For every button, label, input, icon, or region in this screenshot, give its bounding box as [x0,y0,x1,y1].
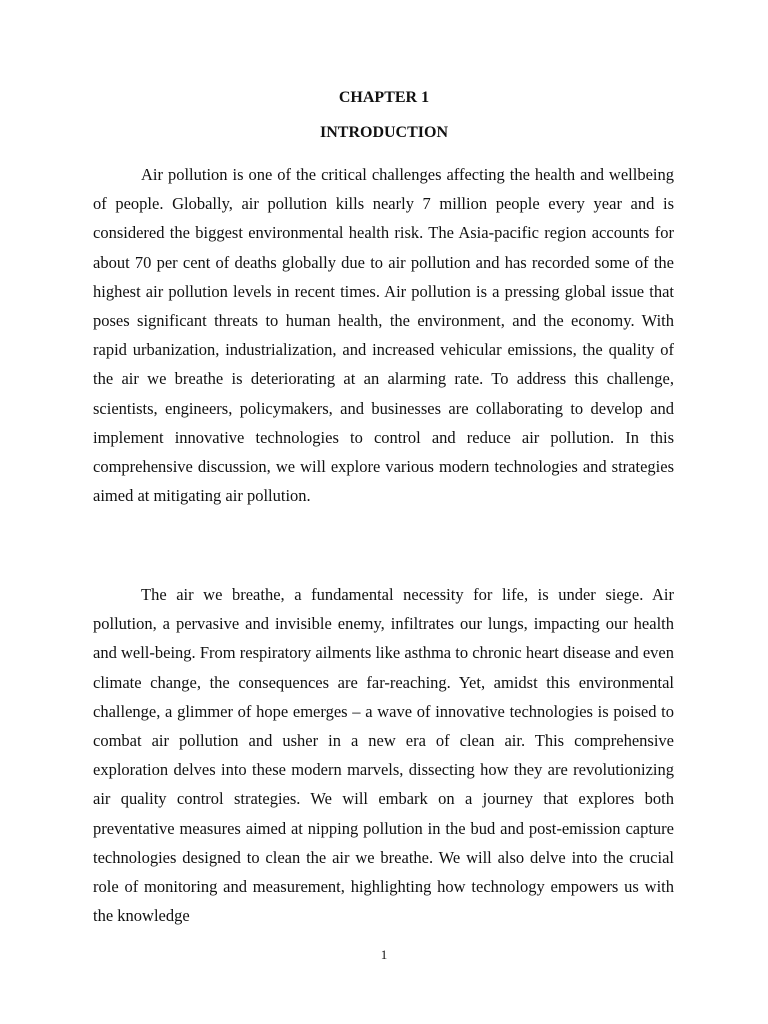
chapter-heading: CHAPTER 1 [338,89,430,106]
section-heading: INTRODUCTION [319,124,448,141]
paragraph-2: The air we breathe, a fundamental necessity for life, is under siege. Air pollution, a pervasive and invisible enemy, infiltrates our lungs, impacting our health and well-being. From respiratory ailments like asthma to chronic heart disease and even climate change, the consequences are far-reaching. Yet, amidst this environmental challenge, a glimmer of hope emerges – a wave of innovative technologies is poised to combat air pollution and usher in a new era of clean air. This comprehensive exploration delves into these modern marvels, dissecting how they are revolutionizing air quality control strategies. We will embark on a journey that explores both preventative measures aimed at nipping pollution in the bud and post-emission capture technologies designed to clean the air we breathe. We will also delve into the crucial role of monitoring and measurement, highlighting how technology empowers us with the knowledge [93,585,674,926]
page-number: 1 [380,947,388,962]
paragraph-1: Air pollution is one of the critical challenges affecting the health and wellbeing of people. Globally, air pollution kills nearly 7 million people every year and is considered the biggest environmental health risk. The Asia-pacific region accounts for about 70 per cent of deaths globally due to air pollution and has recorded some of the highest air pollution levels in recent times. Air pollution is a pressing global issue that poses significant threats to human health, the environment, and the economy. With rapid urbanization, industrialization, and increased vehicular emissions, the quality of the air we breathe is deteriorating at an alarming rate. To address this challenge, scientists, engineers, policymakers, and businesses are collaborating to develop and implement innovative technologies to control and reduce air pollution. In this comprehensive discussion, we will explore various modern technologies and strategies aimed at mitigating air pollution. [93,165,674,506]
